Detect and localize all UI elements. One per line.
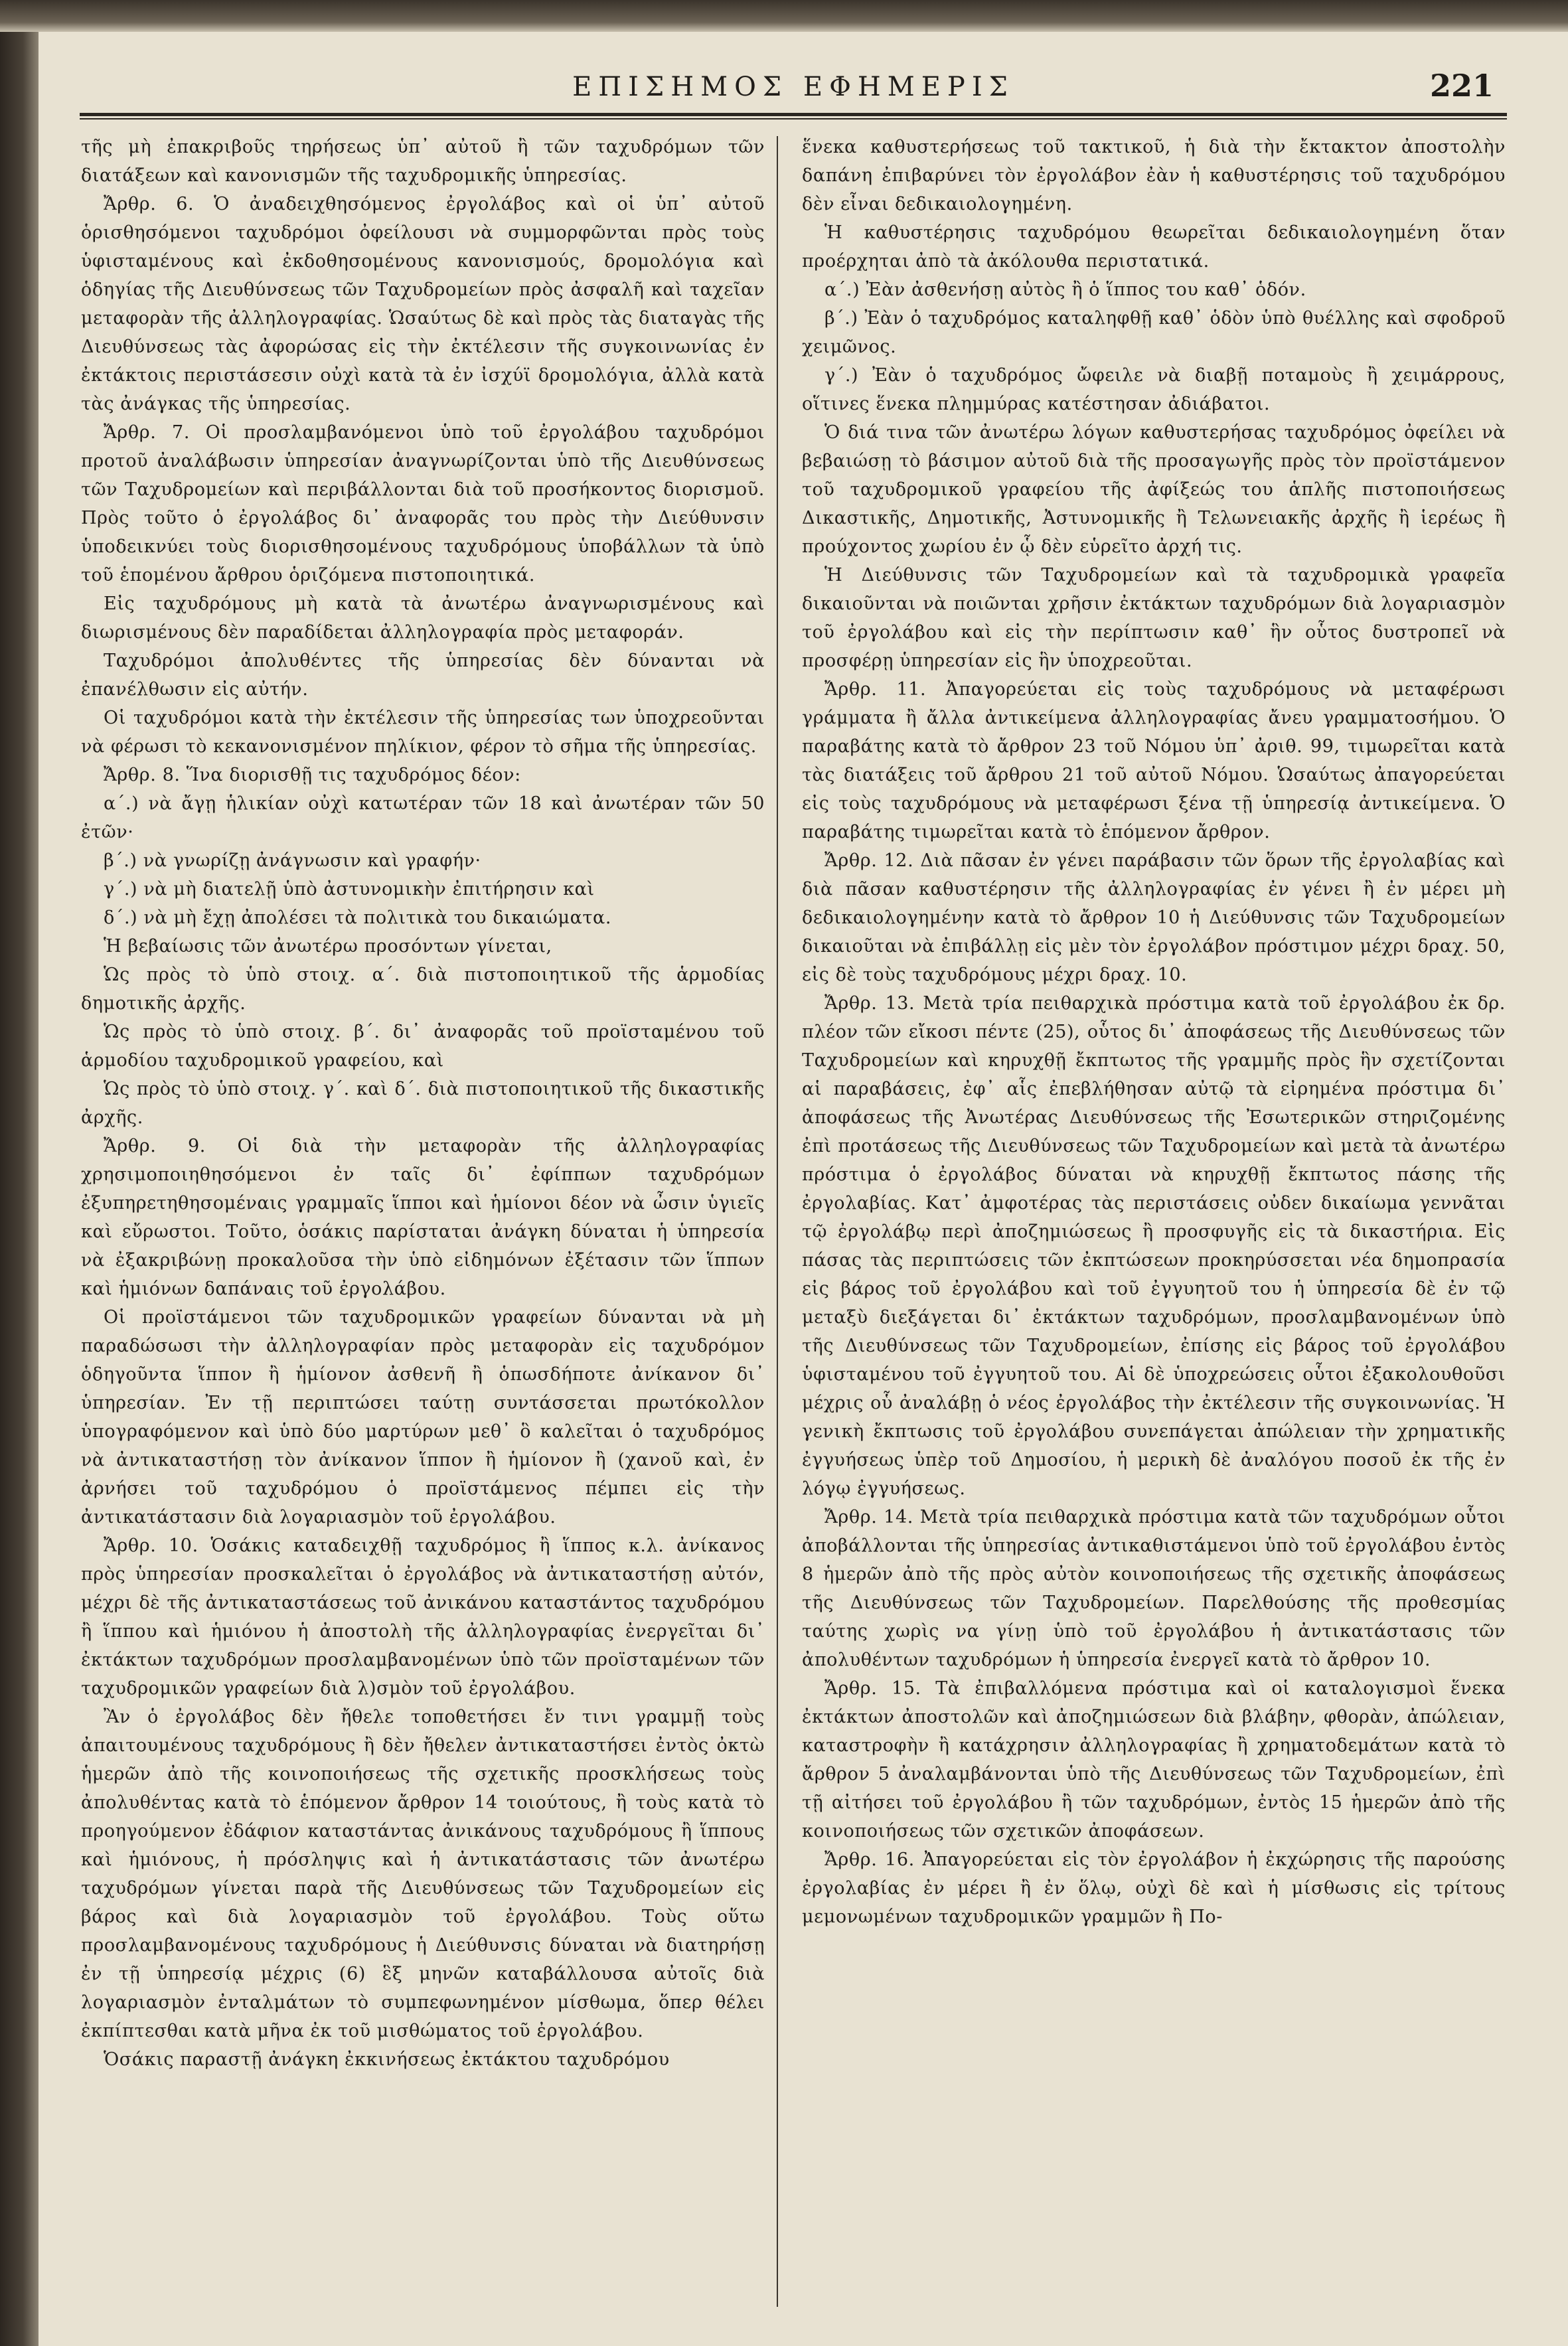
paragraph: Ὁ διά τινα τῶν ἀνωτέρω λόγων καθυστερήσας ταχυδρόμος ὀφείλει νὰ βεβαιώσῃ τὸ βάσιμον αὐτοῦ διὰ τῆς προσαγωγῆς πρὸς τὸν προϊστάμενον τοῦ ταχυδρομικοῦ γραφείου τῆς ἀφίξεώς του ἁπλῆς πιστοποιήσεως Δικαστικῆς, Δημοτικῆς, Ἀστυνομικῆς ἢ Τελωνειακῆς ἀρχῆς ἢ ἱερέως ἢ προύχοντος χωρίου ἐν ᾧ δὲν εὑρεῖτο ἀρχή τις. (802, 422, 1506, 557)
list-item: α΄.) Ἐὰν ἀσθενήσῃ αὐτὸς ἢ ὁ ἵππος του καθ᾽ ὁδόν. (824, 279, 1306, 300)
paragraph: Ἄρθρ. 7. Οἱ προσλαμβανόμενοι ὑπὸ τοῦ ἐργολάβου ταχυδρόμοι προτοῦ ἀναλάβωσιν ὑπηρεσίαν ἀναγνωρίζονται ὑπὸ τῆς Διευθύνσεως τῶν Ταχυδρομείων καὶ περιβάλλονται διὰ τοῦ προσήκοντος διορισμοῦ. Πρὸς τοῦτο ὁ ἐργολάβος δι᾽ ἀναφορᾶς του πρὸς τὴν Διεύθυνσιν ὑποδεικνύει τοὺς διορισθησομένους ταχυδρόμους ὑποβάλλων τὰ ὑπὸ τοῦ ἑπομένου ἄρθρου ὁριζόμενα πιστοποιητικά. (81, 422, 765, 586)
paragraph: Ἡ βεβαίωσις τῶν ἀνωτέρω προσόντων γίνεται, (104, 936, 552, 957)
page-number: 221 (1429, 68, 1494, 104)
paragraph: Ὡς πρὸς τὸ ὑπὸ στοιχ. β΄. δι᾽ ἀναφορᾶς τοῦ προϊσταμένου τοῦ ἁρμοδίου ταχυδρομικοῦ γραφείου, καὶ (81, 1022, 765, 1071)
paragraph: Ἂν ὁ ἐργολάβος δὲν ἤθελε τοποθετήσει ἔν τινι γραμμῇ τοὺς ἀπαιτουμένους ταχυδρόμους ἢ δὲν ἤθελεν ἀντικαταστήσει ἐντὸς ὀκτὼ ἡμερῶν ἀπὸ τῆς κοινοποιήσεως τῆς σχετικῆς προσκλήσεως τοὺς ἀπολυθέντας κατὰ τὸ ἑπόμενον ἄρθρον 14 τοιούτους, ἢ τοὺς κατὰ τὸ προηγούμενον ἐδάφιον καταστάντας ἀνικάνους ταχυδρόμους ἢ ἵππους καὶ ἡμιόνους, ἡ πρόσληψις καὶ ἡ ἀντικατάστασις τῶν ἀνωτέρω ταχυδρόμων γίνεται παρὰ τῆς Διευθύνσεως τῶν Ταχυδρομείων εἰς βάρος καὶ διὰ λογαριασμὸν τοῦ ἐργολάβου. Τοὺς οὕτω προσλαμβανομένους ταχυδρόμους ἡ Διεύθυνσις δύναται νὰ διατηρήσῃ ἐν τῇ ὑπηρεσίᾳ μέχρις (6) ἓξ μηνῶν καταβάλλουσα αὐτοῖς διὰ λογαριασμὸν ἐνταλμάτων τὸ συμπεφωνημένον μίσθωμα, ὅπερ θέλει ἐκπίπτεσθαι κατὰ μῆνα ἐκ τοῦ μισθώματος τοῦ ἐργολάβου. (81, 1707, 765, 2041)
paragraph: Ἄρθρ. 16. Ἀπαγορεύεται εἰς τὸν ἐργολάβον ἡ ἐκχώρησις τῆς παρούσης ἐργολαβίας ἐν μέρει ἢ ἐν ὅλῳ, οὐχὶ δὲ καὶ ἡ μίσθωσις εἰς τρίτους μεμονωμένων ταχυδρομικῶν γραμμῶν ἢ Πο- (802, 1849, 1506, 1927)
list-item: γ΄.) νὰ μὴ διατελῇ ὑπὸ ἀστυνομικὴν ἐπιτήρησιν καὶ (104, 879, 595, 899)
list-item: β΄.) Ἐὰν ὁ ταχυδρόμος καταληφθῇ καθ᾽ ὁδὸν ὑπὸ θυέλλης καὶ σφοδροῦ χειμῶνος. (802, 308, 1506, 357)
paragraph: Ἄρθρ. 8. Ἵνα διορισθῇ τις ταχυδρόμος δέον: (104, 765, 521, 785)
paragraph: Ἄρθρ. 14. Μετὰ τρία πειθαρχικὰ πρόστιμα κατὰ τῶν ταχυδρόμων οὗτοι ἀποβάλλονται τῆς ὑπηρεσίας ἀντικαθιστάμενοι ὑπὸ τοῦ ἐργολάβου ἐντὸς 8 ἡμερῶν ἀπὸ τῆς πρὸς αὐτὸν κοινοποιήσεως τῆς σχετικῆς ἀποφάσεως τῆς Διευθύνσεως τῶν Ταχυδρομείων. Παρελθούσης τῆς προθεσμίας ταύτης χωρὶς να γίνῃ ὑπὸ τοῦ ἐργολάβου ἡ ἀντικατάστασις τῶν ἀπολυθέντων ταχυδρόμων ἡ ὑπηρεσία ἐνεργεῖ κατὰ τὸ ἄρθρον 10. (802, 1507, 1506, 1670)
paragraph: Ἄρθρ. 15. Τὰ ἐπιβαλλόμενα πρόστιμα καὶ οἱ καταλογισμοὶ ἕνεκα ἐκτάκτων ἀποστολῶν καὶ ἀποζημιώσεων διὰ βλάβην, φθορὰν, ἀπώλειαν, καταστροφὴν ἢ κατάχρησιν ἀλληλογραφίας ἢ χρηματοδεμάτων κατὰ τὸ ἄρθρον 5 ἀναλαμβάνονται ὑπὸ τῆς Διευθύνσεως τῶν Ταχυδρομείων, ἐπὶ τῇ αἰτήσει τοῦ ἐργολάβου ἢ τῶν ταχυδρόμων, ἐντὸς 15 ἡμερῶν ἀπὸ τῆς κοινοποιήσεως τῶν σχετικῶν ἀποφάσεων. (802, 1678, 1506, 1841)
paragraph: Οἱ ταχυδρόμοι κατὰ τὴν ἐκτέλεσιν τῆς ὑπηρεσίας των ὑποχρεοῦνται νὰ φέρωσι τὸ κεκανονισμένον πηλίκιον, φέρον τὸ σῆμα τῆς ὑπηρεσίας. (81, 708, 765, 757)
paragraph: ἕνεκα καθυστερήσεως τοῦ τακτικοῦ, ἡ διὰ τὴν ἔκτακτον ἀποστολὴν δαπάνη ἐπιβαρύνει τὸν ἐργολάβον ἐὰν ἡ καθυστέρησις τοῦ ταχυδρόμου δὲν εἶναι δεδικαιολογημένη. (802, 137, 1506, 214)
paragraph: τῆς μὴ ἐπακριβοῦς τηρήσεως ὑπ᾽ αὐτοῦ ἢ τῶν ταχυδρόμων τῶν διατάξεων καὶ κανονισμῶν τῆς ταχυδρομικῆς ὑπηρεσίας. (81, 137, 765, 186)
paragraph: Ἄρθρ. 10. Ὁσάκις καταδειχθῇ ταχυδρόμος ἢ ἵππος κ.λ. ἀνίκανος πρὸς ὑπηρεσίαν προσκαλεῖται ὁ ἐργολάβος νὰ ἀντικαταστήσῃ αὐτόν, μέχρι δὲ τῆς ἀντικαταστάσεως τοῦ ἀνικάνου καταστάντος ταχυδρόμου ἢ ἵππου καὶ ἡμιόνου ἡ ἀποστολὴ τῆς ἀλληλογραφίας ἐνεργεῖται δι᾽ ἐκτάκτων ταχυδρόμων προσλαμβανομένων ὑπὸ τῶν προϊσταμένων τῶν ταχυδρομικῶν γραφείων διὰ λ)σμὸν τοῦ ἐργολάβου. (81, 1535, 765, 1699)
list-item: δ΄.) νὰ μὴ ἔχῃ ἀπολέσει τὰ πολιτικὰ του δικαιώματα. (104, 907, 612, 928)
paragraph: Ὁσάκις παραστῇ ἀνάγκη ἐκκινήσεως ἐκτάκτου ταχυδρόμου (104, 2049, 670, 2070)
scan-edge-left (0, 0, 39, 2346)
paragraph: Ἄρθρ. 6. Ὁ ἀναδειχθησόμενος ἐργολάβος καὶ οἱ ὑπ᾽ αὐτοῦ ὁρισθησόμενοι ταχυδρόμοι ὀφείλουσι νὰ συμμορφῶνται πρὸς τοὺς ὑφισταμένους καὶ ἐκδοθησομένους κανονισμούς, δρομολόγια καὶ ὁδηγίας τῆς Διευθύνσεως τῶν Ταχυδρομείων πρὸς ἀσφαλῆ καὶ ταχεῖαν μεταφορὰν τῆς ἀλληλογραφίας. Ὡσαύτως δὲ καὶ πρὸς τὰς διαταγὰς τῆς Διευθύνσεως τὰς ἀφορώσας εἰς τὴν ἐκτέλεσιν τῆς συγκοινωνίας ἐν ἐκτάκτοις περιστάσεσιν οὐχὶ κατὰ τὰ ἐν ἰσχύϊ δρομολόγια, ἀλλὰ κατὰ τὰς ἀνάγκας τῆς ὑπηρεσίας. (81, 194, 765, 414)
paragraph: Εἰς ταχυδρόμους μὴ κατὰ τὰ ἀνωτέρω ἀναγνωρισμένους καὶ διωρισμένους δὲν παραδίδεται ἀλληλογραφία πρὸς μεταφοράν. (81, 593, 765, 643)
list-item: β΄.) νὰ γνωρίζῃ ἀνάγνωσιν καὶ γραφήν· (104, 850, 481, 871)
running-title: ΕΠΙΣΗΜΟΣ ΕΦΗΜΕΡΙΣ (572, 72, 1014, 102)
page-header (80, 66, 1507, 106)
paragraph: Ἄρθρ. 13. Μετὰ τρία πειθαρχικὰ πρόστιμα κατὰ τοῦ ἐργολάβου ἐκ δρ. πλέον τῶν εἴκοσι πέντε (25), οὗτος δι᾽ ἀποφάσεως τῆς Διευθύνσεως τῶν Ταχυδρομείων καὶ κηρυχθῇ ἔκπτωτος τῆς γραμμῆς πρὸς ἣν σχετίζονται αἱ παραβάσεις, ἐφ᾽ αἷς ἐπεβλήθησαν αὐτῷ τὰ εἰρημένα πρόστιμα δι᾽ ἀποφάσεως τῆς Ἀνωτέρας Διευθύνσεως τῆς Ἐσωτερικῶν στηριζομένης ἐπὶ προτάσεως τῆς Διευθύνσεως τῶν Ταχυδρομείων καὶ μετὰ τὰ ἀνωτέρω πρόστιμα ὁ ἐργολάβος δύναται νὰ κηρυχθῇ ἔκπτωτος πάσης τῆς ἐργολαβίας. Κατ᾽ ἀμφοτέρας τὰς περιστάσεις οὐδεν δικαίωμα γεννᾶται τῷ ἐργολάβῳ περὶ ἀποζημιώσεως ἢ προσφυγῆς εἰς τὰ δικαστήρια. Εἰς πάσας τὰς περιπτώσεις τῶν ἐκπτώσεων προκηρύσσεται νέα δημοπρασία εἰς βάρος τοῦ ἐργολάβου καὶ τοῦ ἐγγυητοῦ του ἡ ὑπηρεσία δὲ ἐν τῷ μεταξὺ διεξάγεται δι᾽ ἐκτάκτων ταχυδρόμων, προσλαμβανομένων ὑπὸ τῆς Διευθύνσεως τῶν Ταχυδρομείων, ἐπίσης εἰς βάρος τοῦ ἐργολάβου ὑφισταμένου τοῦ ἐγγυητοῦ του. Αἱ δὲ ὑποχρεώσεις οὗτοι ἐξακολουθοῦσι μέχρις οὗ ἀναλάβῃ ὁ νέος ἐργολάβος τὴν ἐκτέλεσιν τῆς συγκοινωνίας. Ἡ γενικὴ ἔκπτωσις τοῦ ἐργολάβου συνεπάγεται ἀπώλειαν τὴν χρηματικῆς ἐγγυήσεως ὑπὲρ τοῦ Δημοσίου, ἡ μερικὴ δὲ ἀναλόγου ποσοῦ ἐκ τῆς ἐν λόγῳ ἐγγυήσεως. (802, 993, 1506, 1499)
paragraph: Ὡς πρὸς τὸ ὑπὸ στοιχ. α΄. διὰ πιστοποιητικοῦ τῆς ἁρμοδίας δημοτικῆς ἀρχῆς. (81, 965, 765, 1014)
paragraph: Ἡ καθυστέρησις ταχυδρόμου θεωρεῖται δεδικαιολογημένη ὅταν προέρχηται ἀπὸ τὰ ἀκόλουθα περιστατικά. (802, 222, 1506, 272)
list-item: γ΄.) Ἐὰν ὁ ταχυδρόμος ὤφειλε νὰ διαβῇ ποταμοὺς ἢ χειμάρρους, οἵτινες ἕνεκα πλημμύρας κατέστησαν ἀδιάβατοι. (802, 365, 1506, 414)
column-divider (777, 136, 778, 2307)
list-item: α΄.) νὰ ἄγῃ ἡλικίαν οὐχὶ κατωτέραν τῶν 18 καὶ ἀνωτέραν τῶν 50 ἐτῶν· (81, 793, 765, 842)
paragraph: Ἄρθρ. 9. Οἱ διὰ τὴν μεταφορὰν τῆς ἀλληλογραφίας χρησιμοποιηθησόμενοι ἐν ταῖς δι᾽ ἐφίππων ταχυδρόμων ἐξυπηρετηθησομέναις γραμμαῖς ἵπποι καὶ ἡμίονοι δέον νὰ ὦσιν ὑγιεῖς καὶ εὔρωστοι. Τοῦτο, ὁσάκις παρίσταται ἀνάγκη δύναται ἡ ὑπηρεσία νὰ ἐξακριβώνῃ προκαλοῦσα τὴν ὑπὸ εἰδημόνων ἐξέτασιν τῶν ἵππων καὶ ἡμιόνων δαπάναις τοῦ ἐργολάβου. (81, 1136, 765, 1299)
right-column (802, 133, 1506, 2317)
paragraph: Ταχυδρόμοι ἀπολυθέντες τῆς ὑπηρεσίας δὲν δύνανται νὰ ἐπανέλθωσιν εἰς αὐτήν. (81, 651, 765, 700)
paragraph: Οἱ προϊστάμενοι τῶν ταχυδρομικῶν γραφείων δύνανται νὰ μὴ παραδώσωσι τὴν ἀλληλογραφίαν πρὸς μεταφορὰν εἰς ταχυδρόμον ὁδηγοῦντα ἵππον ἢ ἡμίονον ἀσθενῆ ἢ ὁπωσδήποτε ἀνίκανον δι᾽ ὑπηρεσίαν. Ἐν τῇ περιπτώσει ταύτῃ συντάσσεται πρωτόκολλον ὑπογραφόμενον καὶ ὑπὸ δύο μαρτύρων μεθ᾽ ὃ καλεῖται ὁ ταχυδρόμος νὰ ἀντικαταστήσῃ τὸν ἀνίκανον ἵππον ἢ ἡμίονον ἢ (χανοῦ καὶ, ἐν ἀρνήσει τοῦ ταχυδρόμου ὁ προϊστάμενος πέμπει εἰς τὴν ἀντικατάστασιν διὰ λογαριασμὸν τοῦ ἐργολάβου. (81, 1307, 765, 1527)
paragraph: Ἄρθρ. 11. Ἀπαγορεύεται εἰς τοὺς ταχυδρόμους νὰ μεταφέρωσι γράμματα ἢ ἄλλα ἀντικείμενα ἀλληλογραφίας ἄνευ γραμματοσήμου. Ὁ παραβάτης κατὰ τὸ ἄρθρον 23 τοῦ Νόμου ὑπ᾽ ἀριθ. 99, τιμωρεῖται κατὰ τὰς διατάξεις τοῦ ἄρθρου 21 τοῦ αὐτοῦ Νόμου. Ὡσαύτως ἀπαγορεύεται εἰς τοὺς ταχυδρόμους νὰ μεταφέρωσι ξένα τῇ ὑπηρεσίᾳ ἀντικείμενα. Ὁ παραβάτης τιμωρεῖται κατὰ τὸ ἑπόμενον ἄρθρον. (802, 679, 1506, 842)
paragraph: Ὡς πρὸς τὸ ὑπὸ στοιχ. γ΄. καὶ δ΄. διὰ πιστοποιητικοῦ τῆς δικαστικῆς ἀρχῆς. (81, 1079, 765, 1128)
left-column (81, 133, 765, 2317)
paragraph: Ἡ Διεύθυνσις τῶν Ταχυδρομείων καὶ τὰ ταχυδρομικὰ γραφεῖα δικαιοῦνται νὰ ποιῶνται χρῆσιν ἐκτάκτων ταχυδρόμων διὰ λογαριασμὸν τοῦ ἐργολάβου καὶ εἰς τὴν περίπτωσιν καθ᾽ ἣν οὗτος δυστροπεῖ νὰ προσφέρῃ ὑπηρεσίαν εἰς ἣν ὑποχρεοῦται. (802, 565, 1506, 671)
paragraph: Ἄρθρ. 12. Διὰ πᾶσαν ἐν γένει παράβασιν τῶν ὅρων τῆς ἐργολαβίας καὶ διὰ πᾶσαν καθυστέρησιν τῆς ἀλληλογραφίας ἐν γένει ἢ ἐν μέρει μὴ δεδικαιολογημένην κατὰ τὸ ἄρθρον 10 ἡ Διεύθυνσις τῶν Ταχυδρομείων δικαιοῦται νὰ ἐπιβάλλῃ εἰς μὲν τὸν ἐργολάβον πρόστιμον μέχρι δραχ. 50, εἰς δὲ τοὺς ταχυδρόμους μέχρι δραχ. 10. (802, 850, 1506, 985)
header-rule (80, 113, 1507, 119)
scan-edge-top (0, 0, 1568, 32)
